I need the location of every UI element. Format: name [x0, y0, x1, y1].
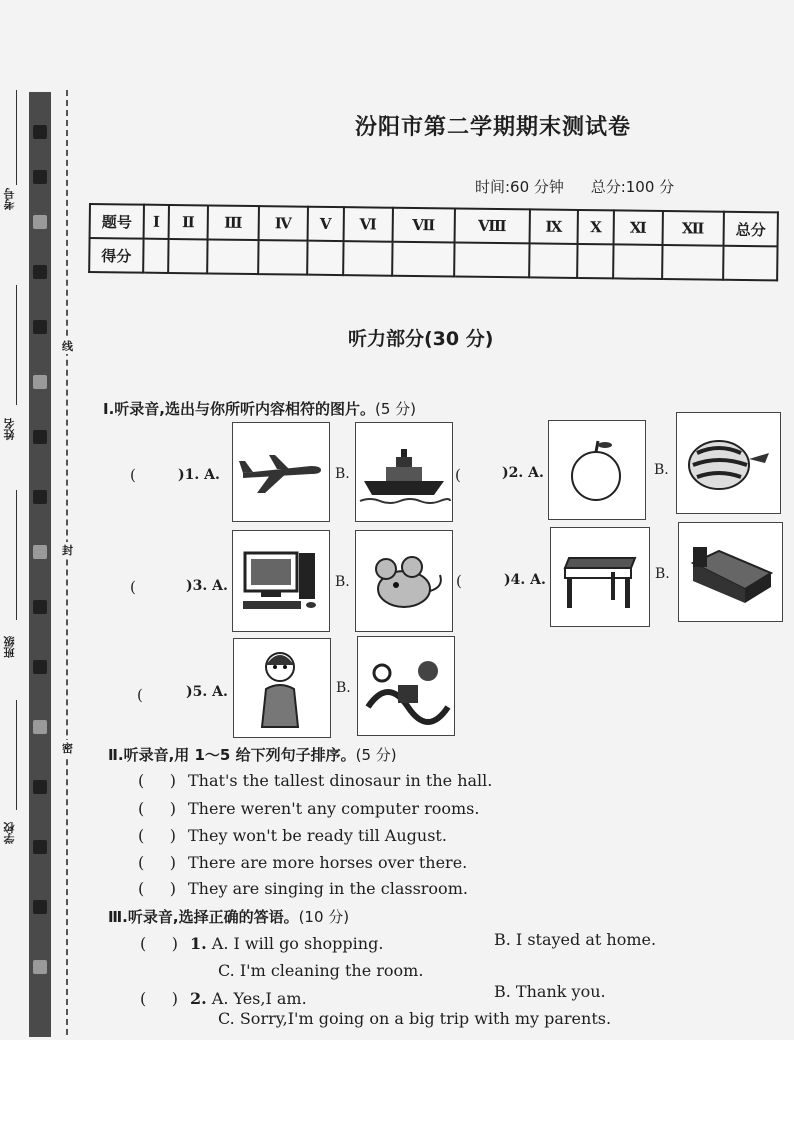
score-cell[interactable]	[613, 244, 662, 279]
band-mark	[33, 320, 47, 334]
q1-points: (5 分)	[374, 400, 417, 418]
q1-heading	[103, 398, 416, 419]
band-mark	[33, 375, 47, 389]
score-col-4: Ⅳ	[259, 206, 308, 241]
q2-sentence-text: There weren't any computer rooms.	[188, 799, 480, 818]
q3-item2-number: 2.	[190, 989, 207, 1008]
band-mark	[33, 430, 47, 444]
band-mark	[33, 490, 47, 504]
q2-sentence	[138, 771, 492, 790]
q2-sentence-text: There are more horses over there.	[188, 853, 468, 872]
q2-heading	[108, 744, 397, 765]
score-col-12: Ⅻ	[662, 211, 724, 246]
score-table	[88, 203, 779, 281]
exam-time: 时间:60 分钟	[475, 178, 564, 196]
desk-icon	[551, 528, 648, 625]
page-bottom-margin	[0, 1040, 794, 1124]
score-label: 得分	[89, 238, 143, 273]
bed-icon	[679, 523, 781, 620]
q3-item2-option-a: A. Yes,I am.	[211, 989, 307, 1008]
answer-blank-open[interactable]: (	[130, 578, 136, 596]
cut-label-mi: 密	[62, 742, 73, 755]
q2-points: (5 分)	[355, 746, 397, 764]
apple-picture[interactable]	[548, 420, 646, 520]
q1-item3-number: )3. A.	[186, 578, 228, 594]
kaohao-label: 考号	[3, 188, 16, 210]
q3-item2-option-c: C. Sorry,I'm going on a big trip with my parents.	[218, 1009, 612, 1028]
q3-item1-number: 1.	[190, 934, 207, 953]
answer-blank-open[interactable]: (	[456, 572, 462, 590]
q1-item5-option-b: B.	[336, 680, 351, 696]
answer-blank-open[interactable]: (	[455, 466, 461, 484]
desk-picture[interactable]	[550, 527, 650, 627]
band-mark	[33, 660, 47, 674]
q3-points: (10 分)	[298, 908, 350, 926]
q3-item1-option-c: C. I'm cleaning the room.	[218, 961, 424, 980]
band-mark	[33, 125, 47, 139]
girl-picture[interactable]	[233, 638, 331, 738]
answer-blank[interactable]: ( )	[138, 879, 176, 898]
girl-icon	[234, 639, 329, 736]
ship-picture[interactable]	[355, 422, 453, 522]
score-cell[interactable]	[454, 242, 529, 277]
q3-item1-line-a	[140, 934, 383, 953]
score-cell[interactable]	[143, 239, 169, 273]
q2-sentence	[138, 879, 468, 898]
q3-item2-option-b: B. Thank you.	[494, 982, 606, 1001]
airplane-icon	[233, 423, 328, 520]
toys-icon	[358, 637, 453, 734]
score-cell[interactable]	[529, 243, 578, 278]
score-cell[interactable]	[392, 242, 454, 277]
score-col-9: Ⅸ	[530, 209, 579, 244]
cut-line	[66, 90, 68, 1035]
q3-heading	[108, 906, 349, 927]
airplane-picture[interactable]	[232, 422, 330, 522]
exam-total: 总分:100 分	[590, 178, 675, 196]
score-col-6: Ⅵ	[344, 207, 393, 242]
banji-label: 班级	[3, 636, 16, 658]
band-mark	[33, 215, 47, 229]
answer-blank-open[interactable]: (	[137, 686, 143, 704]
binding-strip	[0, 0, 90, 1040]
xuexiao-label: 学校	[3, 822, 16, 844]
answer-blank[interactable]: ( )	[138, 826, 176, 845]
bed-picture[interactable]	[678, 522, 783, 622]
banji-line	[16, 490, 17, 620]
score-cell[interactable]	[662, 245, 724, 280]
kaohao-line	[16, 90, 17, 185]
answer-blank[interactable]: ( )	[138, 853, 176, 872]
exam-title: 汾阳市第二学期期末测试卷	[355, 115, 632, 140]
band-mark	[33, 170, 47, 184]
q2-sentence-text: They won't be ready till August.	[188, 826, 447, 845]
computer-icon	[233, 531, 328, 630]
watermelon-icon	[677, 413, 779, 512]
score-col-8: Ⅷ	[455, 208, 530, 243]
computer-picture[interactable]	[232, 530, 330, 632]
q1-item5-number: )5. A.	[186, 684, 228, 700]
q1-item4-number: )4. A.	[504, 572, 546, 588]
mouse-icon	[356, 531, 451, 630]
score-col-7: Ⅶ	[393, 208, 455, 243]
answer-blank[interactable]: ( )	[140, 989, 178, 1008]
xuexiao-line	[16, 700, 17, 810]
listening-section-title: 听力部分(30 分)	[348, 328, 494, 350]
watermelon-picture[interactable]	[676, 412, 781, 514]
q1-item3-option-b: B.	[335, 574, 350, 590]
score-cell[interactable]	[307, 241, 344, 275]
answer-blank[interactable]: ( )	[138, 799, 176, 818]
q3-item2-line-a	[140, 989, 307, 1008]
score-cell[interactable]	[258, 240, 307, 275]
band-mark	[33, 840, 47, 854]
q2-sentence	[138, 826, 447, 845]
q1-heading-text: Ⅰ.听录音,选出与你所听内容相符的图片。	[103, 400, 375, 418]
q1-item1-number: )1. A.	[178, 467, 220, 483]
score-cell[interactable]	[169, 239, 208, 273]
band-mark	[33, 265, 47, 279]
q3-heading-text: Ⅲ.听录音,选择正确的答语。	[108, 908, 299, 926]
q1-item1-option-b: B.	[335, 466, 350, 482]
score-col-10: Ⅹ	[578, 210, 615, 244]
q2-sentence-text: They are singing in the classroom.	[188, 879, 468, 898]
band-mark	[33, 600, 47, 614]
answer-blank[interactable]: ( )	[140, 934, 178, 953]
score-total-label: 总分	[724, 212, 778, 247]
band-mark	[33, 900, 47, 914]
band-mark	[33, 780, 47, 794]
q2-sentence	[138, 799, 479, 818]
q3-item1-option-a: A. I will go shopping.	[211, 934, 384, 953]
score-cell[interactable]	[207, 239, 259, 274]
q1-item2-option-b: B.	[654, 462, 669, 478]
exam-meta	[475, 176, 696, 197]
q2-sentence	[138, 853, 467, 872]
q1-item2-number: )2. A.	[502, 465, 544, 481]
mouse-animal-picture[interactable]	[355, 530, 453, 632]
answer-blank[interactable]: ( )	[138, 771, 176, 790]
ship-icon	[356, 423, 451, 520]
score-col-2: Ⅱ	[169, 205, 208, 239]
score-col-1: Ⅰ	[144, 205, 170, 239]
question-number-label: 题号	[90, 204, 144, 239]
q3-item1-option-b: B. I stayed at home.	[494, 930, 657, 949]
xingming-line	[16, 285, 17, 405]
cut-label-feng: 封	[62, 544, 73, 557]
cut-label-xian: 线	[62, 340, 73, 353]
score-cell[interactable]	[343, 241, 392, 276]
apple-icon	[549, 421, 644, 518]
toys-picture[interactable]	[357, 636, 455, 736]
q2-sentence-text: That's the tallest dinosaur in the hall.	[188, 771, 493, 790]
q2-heading-text: Ⅱ.听录音,用 1～5 给下列句子排序。	[108, 746, 356, 764]
score-cell[interactable]	[577, 244, 614, 278]
q1-item4-option-b: B.	[655, 566, 670, 582]
score-col-5: Ⅴ	[307, 207, 344, 241]
band-mark	[33, 960, 47, 974]
score-col-3: Ⅲ	[207, 205, 259, 240]
score-cell[interactable]	[723, 246, 777, 281]
answer-blank-open[interactable]: (	[130, 466, 136, 484]
band-mark	[33, 545, 47, 559]
xingming-label: 姓名	[3, 418, 16, 440]
binding-band	[29, 92, 51, 1037]
band-mark	[33, 720, 47, 734]
score-col-11: Ⅺ	[614, 210, 663, 245]
score-table-score-row	[89, 238, 777, 280]
